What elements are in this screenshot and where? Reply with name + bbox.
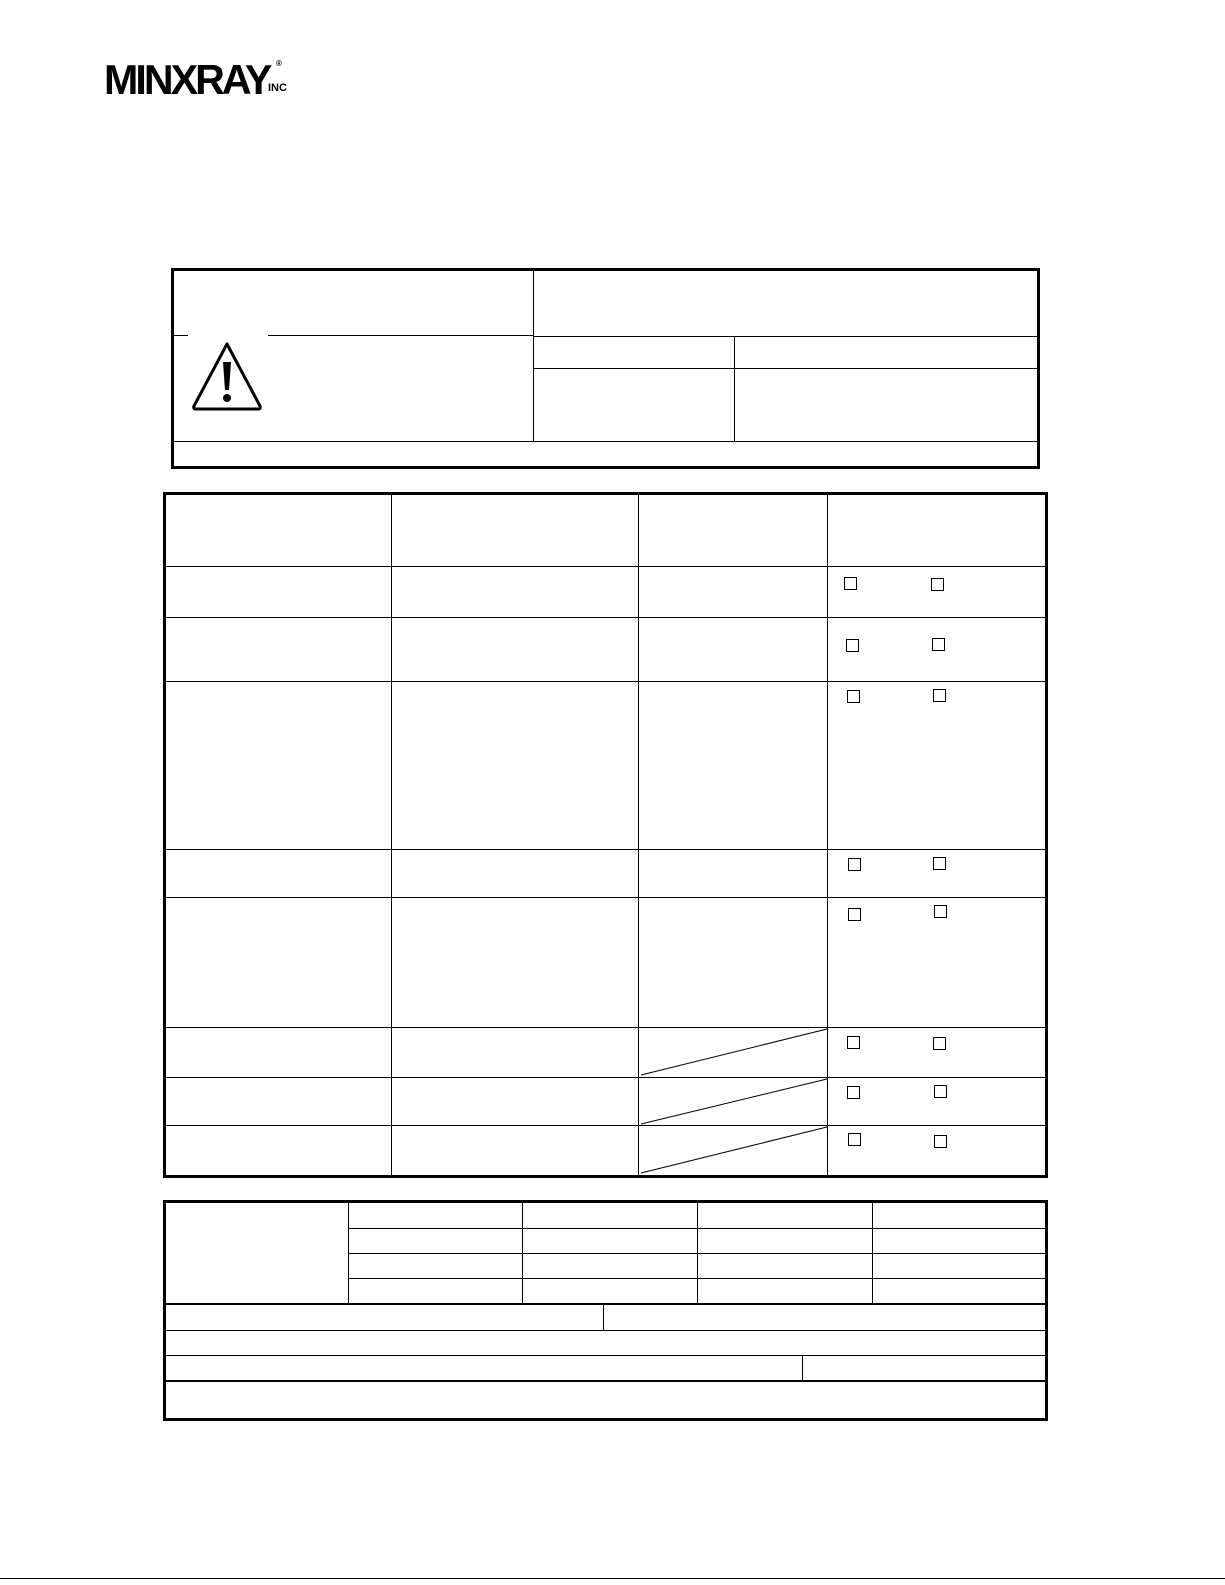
footer-grid-row-2 xyxy=(348,1253,1045,1254)
checkbox-row1-a[interactable] xyxy=(844,577,857,590)
checkbox-row2-a[interactable] xyxy=(846,639,859,652)
checkbox-row7-a[interactable] xyxy=(847,1086,860,1099)
checklist-row-rule-1 xyxy=(166,617,1045,618)
footer-sig-row-1 xyxy=(166,1330,1045,1331)
checklist-row-rule-6 xyxy=(166,1077,1045,1078)
checklist-table xyxy=(163,492,1048,1178)
checkbox-row3-a[interactable] xyxy=(847,690,860,703)
checkbox-row4-b[interactable] xyxy=(933,857,946,870)
checklist-row-rule-2 xyxy=(166,681,1045,682)
footer-sig-bottom xyxy=(166,1380,1045,1382)
checklist-row-rule-7 xyxy=(166,1125,1045,1126)
checklist-row-rule-3 xyxy=(166,849,1045,850)
header-right-divider-2 xyxy=(533,368,1037,369)
checkbox-row2-b[interactable] xyxy=(932,638,945,651)
checklist-row-rule-5 xyxy=(166,1027,1045,1028)
checkbox-row7-b[interactable] xyxy=(934,1085,947,1098)
footer-sig-row-2 xyxy=(166,1355,1045,1356)
checkbox-row5-b[interactable] xyxy=(934,905,947,918)
footer-grid-row-1 xyxy=(348,1228,1045,1229)
footer-table xyxy=(163,1200,1048,1421)
diagonal-slashes xyxy=(639,1027,828,1176)
checkbox-row4-a[interactable] xyxy=(848,858,861,871)
checkbox-row8-b[interactable] xyxy=(934,1135,947,1148)
footer-grid-row-3 xyxy=(348,1278,1045,1279)
header-left-divider-b xyxy=(268,335,534,336)
checklist-row-rule-4 xyxy=(166,897,1045,898)
checkbox-row5-a[interactable] xyxy=(848,908,861,921)
header-right-divider-1 xyxy=(533,336,1037,337)
header-bottom-strip xyxy=(174,441,1037,442)
footer-grid-bottom xyxy=(166,1303,1045,1305)
checkbox-row6-a[interactable] xyxy=(847,1036,860,1049)
checkbox-row8-a[interactable] xyxy=(848,1133,861,1146)
footer-sig-divider-2 xyxy=(802,1355,803,1381)
page-bottom-rule xyxy=(0,1578,1225,1579)
checklist-col-divider-1 xyxy=(391,495,392,1176)
warning-triangle-icon xyxy=(190,340,264,412)
checkbox-row1-b[interactable] xyxy=(931,578,944,591)
logo-wordmark: MINXRAY xyxy=(104,56,270,103)
logo-inc: INC xyxy=(268,82,287,94)
header-right-subdivider xyxy=(734,336,735,441)
checkbox-row3-b[interactable] xyxy=(933,689,946,702)
logo-registered: ® xyxy=(276,59,282,68)
footer-sig-divider-1 xyxy=(603,1304,604,1330)
checklist-header-rule xyxy=(166,566,1045,567)
header-vertical-divider xyxy=(533,271,534,441)
checkbox-row6-b[interactable] xyxy=(933,1037,946,1050)
header-left-divider-a xyxy=(174,335,188,336)
